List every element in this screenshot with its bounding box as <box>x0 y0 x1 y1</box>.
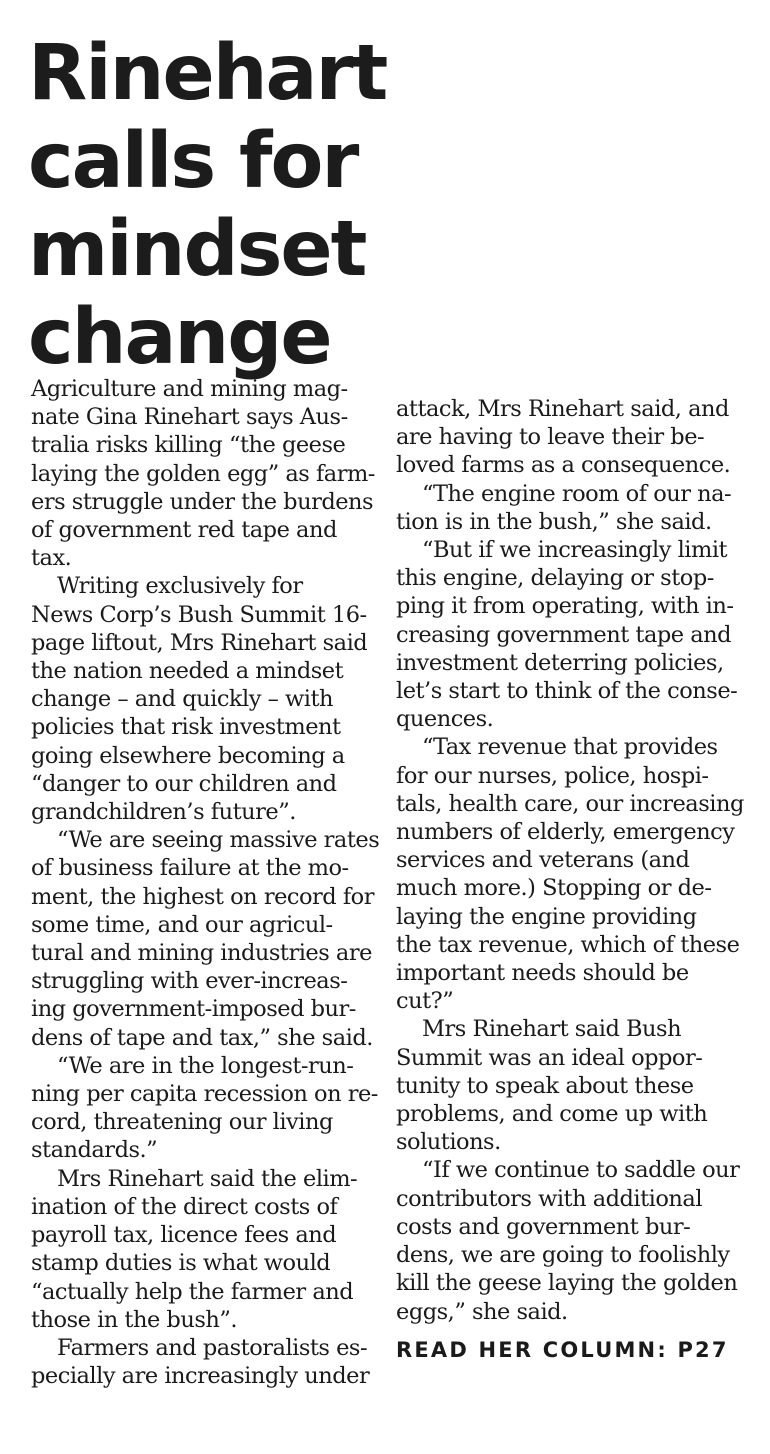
headline <box>28 30 428 382</box>
body-text-line: investment deterring policies, <box>396 649 724 676</box>
body-text-line: nate Gina Rinehart says Aus- <box>31 404 348 431</box>
body-text-line: for our nurses, police, hospi- <box>396 762 709 789</box>
body-text-line: tion is in the bush,” she said. <box>396 508 712 535</box>
headline-line: change <box>28 293 331 382</box>
body-text-line: “Tax revenue that provides <box>422 734 718 761</box>
body-text-line: problems, and come up with <box>396 1101 708 1128</box>
body-text-line: numbers of elderly, emergency <box>396 819 735 846</box>
body-text-line: tralia risks killing “the geese <box>31 432 346 459</box>
body-text-line: tural and mining industries are <box>31 940 372 967</box>
headline-line: mindset <box>28 205 366 294</box>
body-text-line: going elsewhere becoming a <box>31 742 345 769</box>
body-text-line: loved farms as a consequence. <box>396 452 731 479</box>
body-text-line: eggs,” she said. <box>396 1298 568 1325</box>
body-text-line: standards.” <box>31 1137 158 1164</box>
body-text-line: contributors with additional <box>396 1185 703 1212</box>
body-text-line: page liftout, Mrs Rinehart said <box>31 629 368 656</box>
read-more-reference: READ HER COLUMN: P27 <box>396 1338 729 1362</box>
body-text-line: dens, we are going to foolishly <box>396 1242 730 1269</box>
body-text-line: pecially are increasingly under <box>31 1363 370 1390</box>
body-text-line: ment, the highest on record for <box>31 883 374 910</box>
headline-line: Rinehart <box>28 29 387 118</box>
body-text-line: are having to leave their be- <box>396 424 705 451</box>
body-text-line: cord, threatening our living <box>31 1109 333 1136</box>
body-text-line: kill the geese laying the golden <box>396 1270 738 1297</box>
body-text-line: let’s start to think of the conse- <box>396 678 738 705</box>
body-text-line: ning per capita recession on re- <box>31 1081 378 1108</box>
body-text-line: “actually help the farmer and <box>31 1278 354 1305</box>
body-text-line: tax. <box>31 545 72 572</box>
headline-line: calls for <box>28 117 358 206</box>
body-text-line: this engine, delaying or stop- <box>396 565 714 592</box>
body-text-line: attack, Mrs Rinehart said, and <box>396 396 729 422</box>
body-text-line: “We are seeing massive rates <box>57 827 380 854</box>
body-text-line: ing government-imposed bur- <box>31 996 356 1023</box>
body-text-line: of business failure at the mo- <box>31 855 349 882</box>
body-text-line: ping it from operating, with in- <box>396 593 734 620</box>
body-text-line: Agriculture and mining mag- <box>31 376 348 402</box>
body-text-line: policies that risk investment <box>31 714 341 741</box>
body-text-line: “If we continue to saddle our <box>422 1157 740 1184</box>
body-text-line: much more.) Stopping or de- <box>396 875 712 902</box>
body-text-line: those in the bush”. <box>31 1306 238 1333</box>
body-text-line: struggling with ever-increas- <box>31 968 348 995</box>
body-text-line: Mrs Rinehart said Bush <box>422 1016 682 1043</box>
body-text-line: creasing government tape and <box>396 621 732 648</box>
body-text-line: of government red tape and <box>31 517 337 544</box>
body-text-line: solutions. <box>396 1129 501 1156</box>
body-text-line: Writing exclusively for <box>57 573 303 600</box>
body-text-line: “danger to our children and <box>31 770 337 797</box>
body-text-line: ers struggle under the burdens <box>31 488 374 515</box>
body-text-line: “We are in the longest-run- <box>57 1052 354 1079</box>
body-text-line: important needs should be <box>396 960 689 987</box>
body-text-line: stamp duties is what would <box>31 1250 331 1277</box>
body-text-line: some time, and our agricul- <box>31 911 333 938</box>
body-text-line: quences. <box>396 706 494 733</box>
article-body-left-column <box>31 375 380 1390</box>
body-text-line: change – and quickly – with <box>31 686 334 713</box>
body-text-line: payroll tax, licence fees and <box>31 1222 337 1249</box>
body-text-line: ination of the direct costs of <box>31 1193 338 1220</box>
body-text-line: cut?” <box>396 988 454 1015</box>
body-text-line: dens of tape and tax,” she said. <box>31 1024 373 1051</box>
body-text-line: services and veterans (and <box>396 847 690 874</box>
body-text-line: tals, health care, our increasing <box>396 790 744 817</box>
body-text-line: “But if we increasingly limit <box>422 537 728 564</box>
body-text-line: costs and government bur- <box>396 1213 691 1240</box>
body-text-line: grandchildren’s future”. <box>31 799 296 826</box>
body-text-line: tunity to speak about these <box>396 1072 694 1099</box>
body-text-line: “The engine room of our na- <box>422 480 732 507</box>
body-text-line: laying the engine providing <box>396 903 697 930</box>
body-text-line: News Corp’s Bush Summit 16- <box>31 601 367 628</box>
body-text-line: the tax revenue, which of these <box>396 931 740 958</box>
body-text-line: Farmers and pastoralists es- <box>57 1334 368 1361</box>
body-text-line: Mrs Rinehart said the elim- <box>57 1165 358 1192</box>
body-text-line: Summit was an ideal oppor- <box>396 1044 703 1071</box>
body-text-line: laying the golden egg” as farm- <box>31 460 375 487</box>
article-body-right-column <box>396 395 744 1326</box>
body-text-line: the nation needed a mindset <box>31 658 344 685</box>
